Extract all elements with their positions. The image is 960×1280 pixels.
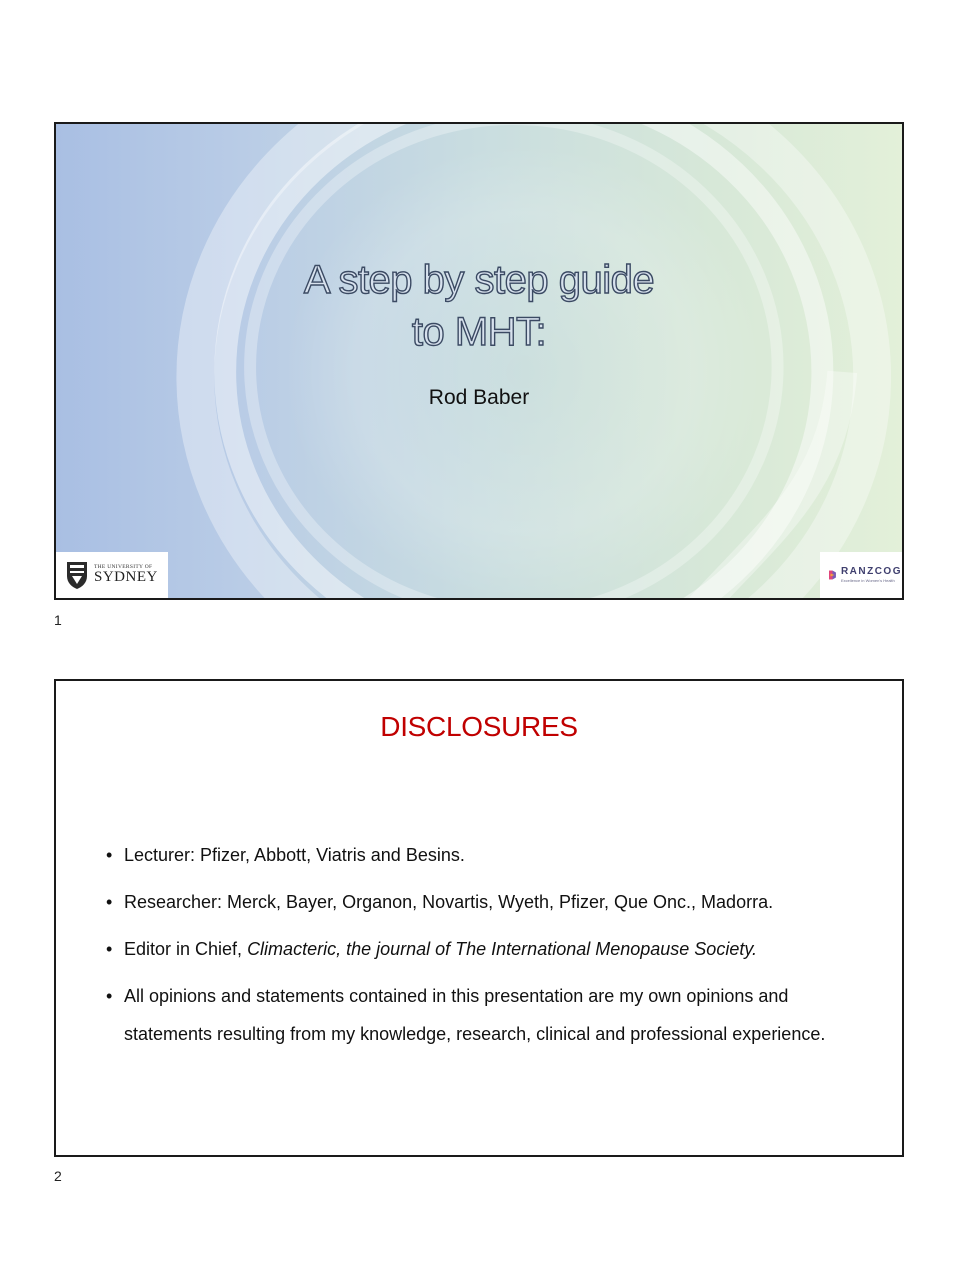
list-item (106, 930, 876, 968)
disclosure-editor-prefix: Editor in Chief, (124, 939, 248, 959)
slide-title-line1: A step by step guide (303, 258, 655, 302)
title-slide (54, 122, 904, 600)
page-number-1: 1 (54, 612, 62, 628)
decorative-rings (56, 124, 902, 598)
disclosure-researcher: Researcher: Merck, Bayer, Organon, Novartis, Wyeth, Pfizer, Que Onc., Madorra. (124, 892, 774, 912)
list-item (106, 977, 876, 1053)
disclosures-title: DISCLOSURES (380, 711, 578, 742)
ranzcog-logo (820, 552, 902, 598)
disclosure-editor-journal: Climacteric, the journal of The International Menopause Society. (247, 939, 757, 959)
disclosures-slide (54, 679, 904, 1157)
logo-big-text: SYDNEY (94, 569, 158, 586)
crest-icon (66, 560, 88, 590)
university-of-sydney-logo (56, 552, 168, 598)
ranzcog-tagline: Excellence in Women's Health (840, 578, 895, 583)
slide-title (56, 254, 902, 358)
author-name: Rod Baber (428, 386, 530, 409)
disclosure-lecturer: Lecturer: Pfizer, Abbott, Viatris and Besins. (124, 845, 465, 865)
ranzcog-mark-icon (828, 564, 837, 586)
logo-small-text: THE UNIVERSITY OF (94, 563, 153, 570)
page-number-2: 2 (54, 1168, 62, 1184)
disclosure-list (106, 836, 876, 1062)
ranzcog-name: RANZCOG (840, 566, 902, 577)
list-item (106, 883, 876, 921)
slide-title-line2: to MHT: (411, 310, 547, 354)
disclosure-opinions: All opinions and statements contained in this presentation are my own opinions and statements resulting from my knowledge, research, clinical and professional experience. (124, 986, 826, 1044)
list-item (106, 836, 876, 874)
